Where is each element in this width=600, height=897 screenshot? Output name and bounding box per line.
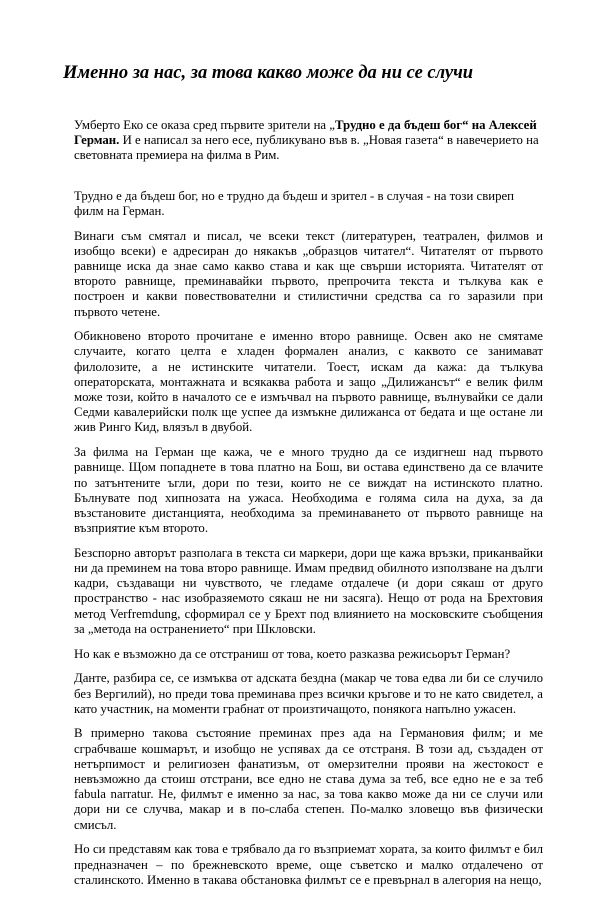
paragraph: Трудно е да бъдеш бог, но е трудно да бъдеш и зрител - в случая - на този свиреп филм на Герман.: [74, 188, 515, 218]
paragraph: Но си представям как това е трябвало да го възприемат хората, за които филмът е бил предназначен – по брежневското време, още съветско и малко отдалечено от сталинското. Именно в такава обстановка филмът се е превърнал в алегория на нещо,: [74, 842, 543, 887]
article-title: Именно за нас, за това какво може да ни се случи: [63, 63, 474, 83]
article-body: [74, 118, 543, 897]
intro-text-start: Умберто Еко се оказа сред първите зрители на „: [74, 118, 335, 132]
paragraph: В примерно такова състояние преминах през ада на Германовия филм; и ме сграбчваше кошмарът, и изобщо не успявах да се отстраня. В този ад, създаден от нетърпимост и религиозен фанатизъм, от омерзителни прояви на жестокост е невъзможно да стоиш отстрани, все едно не става дума за теб, все едно не е за теб fabula narratur. Не, филмът е именно за нас, за това какво може да ни се случи или дори ни се случва, макар и в по-слаба степен. По-малко зловещо във физически смисъл.: [74, 726, 543, 832]
intro-text-end: И е написал за него есе, публикувано във в. „Новая газета“ в навечерието на световната премиера на филма в Рим.: [74, 133, 539, 163]
paragraph: Безспорно авторът разполага в текста си маркери, дори ще кажа връзки, приканвайки ни да преминем на това второ равнище. Имам предвид обилното използване на дълги кадри, създаващи ни чувството, че гледаме отдалече (и дори сякаш от друго пространство - нас изобразяемото сякаш не ни засяга). Нещо от рода на Брехтовия метод Verfremdung, сформирал се у Брехт под влиянието на московските съобщения за „метода на остранението“ при Шкловски.: [74, 545, 543, 636]
paragraph: За филма на Герман ще кажа, че е много трудно да се издигнеш над първото равнище. Щом попаднете в това платно на Бош, ви остава единствено да се влачите по затънтените ъгли, дори по тези, които не се виждат на истинското платно. Бълнувате под хипнозата на ужаса. Необходима е голяма сила на духа, за да възстановите дистанцията, необходима за преминаването от първото равнище на възприятие към второто.: [74, 445, 543, 536]
paragraph: Обикновено второто прочитане е именно второ равнище. Освен ако не смятаме случаите, когато целта е хладен формален анализ, с каквото се занимават филолозите, а не истинските читатели. Тоест, искам да кажа: да тълкува операторската, монтажната и всякаква работа и защо „Дилижансът“ е велик филм може този, който в началото се е измъчвал на първото равнище, вълнувайки се дали Седми кавалерийски полк ще успее да измъкне дилижанса от бедата и ще остане ли жив Ринго Кид, влязъл в двубой.: [74, 329, 543, 435]
paragraph: Винаги съм смятал и писал, че всеки текст (литературен, театрален, филмов и изобщо всеки) е адресиран до някакъв „образцов читател“. Читателят от първото равнище иска да знае само какво става и как ще свърши историята. Читателят от второто равнище, преминавайки първото, препрочита текста и тълкува как е построен и какви повествователни и стилистични средства са го заразили при първото четене.: [74, 228, 543, 319]
film-title-bold: Трудно е да бъдеш бог“ на Алексей Герман.: [74, 118, 537, 148]
paragraph: Данте, разбира се, се измъква от адската бездна (макар че това едва ли би се случило без Вергилий), но преди това преминава през всички кръгове и то не като свидетел, а като участник, на моменти грабнат от произтичащото, понякога напълно ужасен.: [74, 671, 543, 716]
intro-paragraph: [74, 118, 543, 164]
paragraph: Но как е възможно да се отстраниш от това, което разказва режисьорът Герман?: [74, 646, 511, 661]
